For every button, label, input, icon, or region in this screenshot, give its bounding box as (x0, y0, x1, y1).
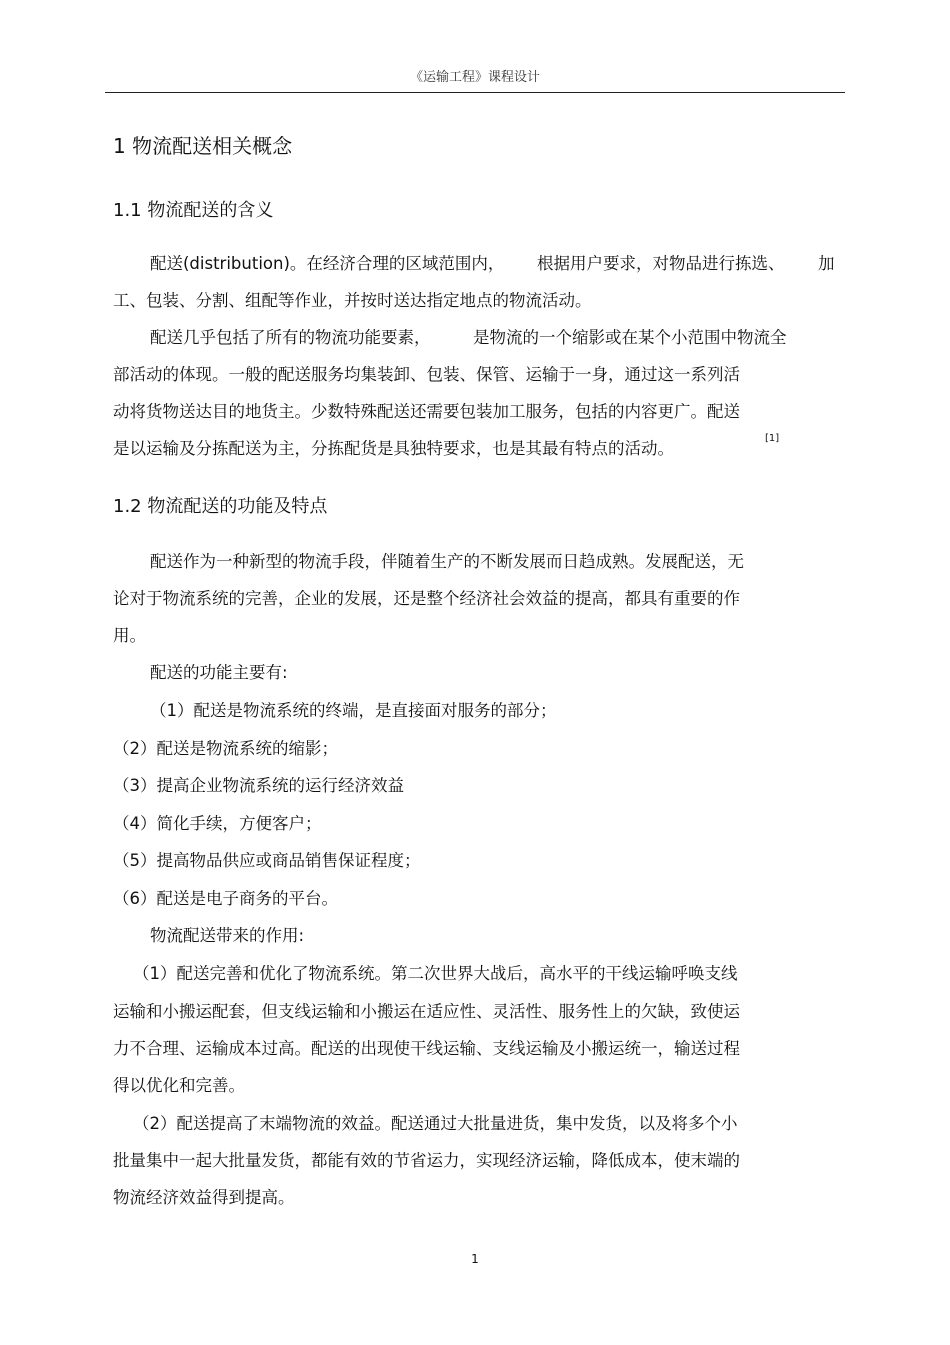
para-1-1-2-line-2: 部活动的体现。一般的配送服务均集装卸、包装、保管、运输于一身，通过这一系列活 (113, 365, 740, 384)
para-1-2-1-line-3: 用。 (113, 626, 146, 645)
header-divider (105, 92, 845, 93)
effect-2-line-2: 批量集中一起大批量发货，都能有效的节省运力，实现经济运输，降低成本，使末端的 (113, 1151, 740, 1170)
para-1-1-2-line-4: 是以运输及分拣配送为主，分拣配货是具独特要求，也是其最有特点的活动。 (113, 439, 674, 458)
effect-2-line-1: （2）配送提高了末端物流的效益。配送通过大批量进货，集中发货，以及将多个小 (133, 1114, 738, 1133)
function-item-1: （1）配送是物流系统的终端，是直接面对服务的部分； (150, 701, 557, 720)
function-item-4: （4）简化手续，方便客户； (113, 814, 322, 833)
para-1-1-1-line-1a: 配送(distribution)。在经济合理的区域范围内， (150, 254, 505, 273)
effect-1-line-3: 力不合理、运输成本过高。配送的出现使干线运输、支线运输及小搬运统一，输送过程 (113, 1039, 740, 1058)
para-1-1-1-line-1b: 根据用户要求，对物品进行拣选、 (537, 254, 785, 273)
page-number: 1 (471, 1252, 479, 1266)
effect-1-line-1: （1）配送完善和优化了物流系统。第二次世界大战后，高水平的干线运输呼唤支线 (133, 964, 738, 983)
function-item-3: （3）提高企业物流系统的运行经济效益 (113, 776, 404, 795)
section-1-heading: 1 物流配送相关概念 (113, 134, 293, 158)
para-1-1-2-line-3: 动将货物送达目的地货主。少数特殊配送还需要包装加工服务，包括的内容更广。配送 (113, 402, 740, 421)
effect-1-line-2: 运输和小搬运配套，但支线运输和小搬运在适应性、灵活性、服务性上的欠缺，致使运 (113, 1002, 740, 1021)
para-1-1-1-line-2: 工、包装、分割、组配等作业，并按时送达指定地点的物流活动。 (113, 291, 592, 310)
para-1-1-2-line-1b: 是物流的一个缩影或在某个小范围中物流全 (473, 328, 787, 347)
function-item-2: （2）配送是物流系统的缩影； (113, 739, 338, 758)
section-1-2-heading: 1.2 物流配送的功能及特点 (113, 496, 328, 517)
section-1-1-heading: 1.1 物流配送的含义 (113, 200, 274, 221)
page-header-title: 《运输工程》课程设计 (409, 70, 540, 85)
function-item-5: （5）提高物品供应或商品销售保证程度； (113, 851, 421, 870)
para-1-2-1-line-2: 论对于物流系统的完善，企业的发展，还是整个经济社会效益的提高，都具有重要的作 (113, 589, 740, 608)
effect-1-line-4: 得以优化和完善。 (113, 1076, 245, 1095)
function-item-6: （6）配送是电子商务的平台。 (113, 889, 338, 908)
para-1-2-1-line-1: 配送作为一种新型的物流手段，伴随着生产的不断发展而日趋成熟。发展配送，无 (150, 552, 744, 571)
functions-intro: 配送的功能主要有: (150, 663, 288, 682)
effect-2-line-3: 物流经济效益得到提高。 (113, 1188, 295, 1207)
effects-intro: 物流配送带来的作用: (150, 926, 305, 945)
para-1-1-2-line-1a: 配送几乎包括了所有的物流功能要素， (150, 328, 431, 347)
para-1-1-1-line-1c: 加 (818, 254, 835, 273)
citation-marker: [1] (765, 433, 780, 444)
